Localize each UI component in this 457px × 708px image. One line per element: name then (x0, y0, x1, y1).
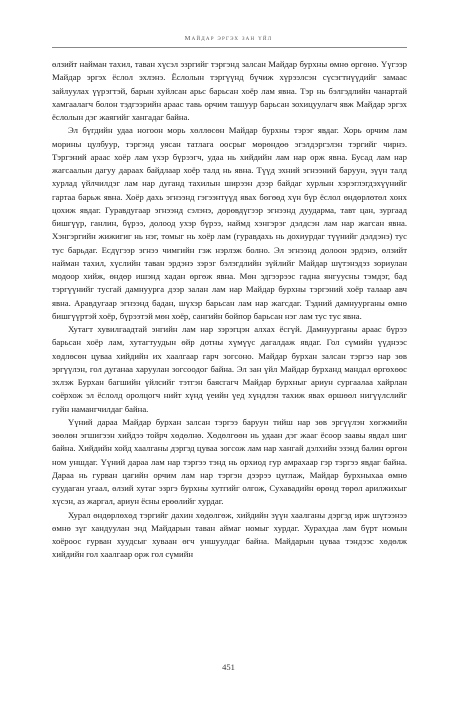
page-number: 451 (222, 662, 235, 672)
paragraph-5: Хурал өндөрлөхөд тэргийг дахин хөдөлгөж, хийдийн зүүн хаалганы дэргэд ирж шүтээнээ өмнө зүг хандуулан энд Майдарын таван аймаг номыг хурдаг. Хурахдаа лам бүрт номын хоёроос гурван хуудсыг хуваан өгч уншуулдаг байна. Майдарын цуваа тэндээс хөдөлж хийдийн гол хаалгаар орж гол сүмийн (52, 509, 407, 560)
paragraph-2: Эл бүгдийн удаа ногоон морь хөллөсөн Майдар бурхны тэрэг явдаг. Хорь орчим лам морины цулбуур, тэргэнд уясан татлага оосрыг мөрөндөө эгэлдэргэлэн тэргийг чирнэ. Тэргэний араас хоёр лам үхэр бүрээгч, удаа нь хийдийн лам нар орж явна. Бусад лам нар жагсаалын дагуу дараах байдлаар хоёр талд нь явна. Түүд эхний эгнээний баруун, зүүн талд хурлад үйлчилдэг лам нар дуганд тахилын ширээн дээр байдаг хурлын хэрэглэгдэхүүнийг гартаа барьж явна. Хоёр дахь эгнээнд гэгээнтүүд явах бөгөөд хүн бүр ёслол өндөрлөтөл хонх цохиж явдаг. Гуравдугаар эгнээнд сэлэнэ, дөрөвдүгээр эгнээнд дуударма, тавт цан, зургаад бишгүүр, ганлин, бүрээ, долоод ухэр бүрээ, наймд хэнгэрэг дэлдсэн лам нар жагсан явна. Хэнгэргийн жижигиг нь нэг, томыг нь хоёр лам (гуравдахь нь дохиурдаг түүнийг дэлдэнэ) тус тус барьдаг. Есдүгээр эгнээ чимгийн гэж нэрлэж болно. Эл эгнээнд долоон эрдэнэ, өлзийт найман тахил, хүслийн таван эрдэнэ зэрэг бэлэгдлийн зүйлийг Майдар шүтэнэдэз зориулан модоор хийж, өндөр ишэнд хадан өргөж явна. Мөн эдгээрээс гадна янгуусны тэмдэг, бад тэргүүнийг тусгай дамнуурга дээр залан лам нар Майдар бурхны тэргэний хоёр талаар авч явна. Аравдугаар эгнээнд бадан, шүхэр барьсан лам нар жагсдаг. Тэдний дамнуурганы өмнө бишгүүртэй хоёр, бүрээтэй мөн хоёр, сангийн бойпор барьсан нэг лам тус тус явна. (52, 125, 407, 321)
paragraph-4: Үүний дараа Майдар бурхан залсан тэргээ баруун тийш нар зөв эргүүлэн хөгжмийн зөөлөн эгшигээн хийдээ тойрч хөдөлнө. Хөдөлгөөн нь удаан дэг жааг ёсоор заавы явдал шиг байна. Хийдийн хойд хаалганы дэргэд цуваа зогсож лам нар хангай дэлхийн эзэнд балин өргөн ном уншдаг. Үүний дараа лам нар тэргээ тэнд нь орхиод гур амрахаар гэр тэргээ явдаг байна. Дараа нь гурван цагийн орчим лам нар тэргэн дээрээ цуглаж, Майдар бурхныхаа өмнө суудаган угаал, өлзий хутаг эзргэ бурхны хутгийг олгож, Сухавадийн өрөнд төрөл арилжихыг хүсэн, аз жаргал, ариун ёсны ерөөлийг хурдаг. (52, 416, 407, 507)
running-head: Майдар эргэх зан үйл (184, 35, 273, 42)
header-rule (52, 47, 407, 48)
paragraph-3: Хутагт хувилгаадтай энгийн лам нар зэрэгцэн алхах ёсгүй. Дамнуурганы араас бүрээ барьсан хоёр лам, хутагтуудын өйр дотны хүмүүс дагалдаж явдаг. Гол сүмийн үүднээс хөдлөсөн цуваа хийдийн их хаалгаар гарч зогсоно. Майдар бурхан залсан тэргээ нар зөв эргүүлэн, гол дуганаа харуулан зогсоодог байна. Эл зан үйл Майдар бурханд мандал өргөхөөс эхлэж Бурхан багшийн үйлсийг тэтгэн баясгагч Майдар бурхныг ариун сургаалаа хайрлан соёрхож эл ёслолд оролцогч нийт хүнд үеийн үед хүндлэн тахиж явах өршөөл нигүүлслийг гуйн намангчилдаг байна. (52, 324, 407, 414)
paragraph-1: өлзийт найман тахил, таван хүсэл эзргийг тэргэнд залсан Майдар бурхны өмнө өргөнө. Үүгээр Майдар эргэх ёслол эхлэнэ. Ёслолын тэргүүнд бүчиж хүрээлсэн сүсэгтнүүдийг замаас зайлуулах үүрэгтэй, барын хуйлсан арьс барьсан хоёр лам явна. Тэр нь бэлгэдлийн чанартай хамгаалагч болон тэдгээрийн араас тавь орчим ташуур барьсан зохицуулагч явж Майдар эргэх ёслолын дэг жаягийг хангадаг байна. (52, 59, 407, 122)
body-text (52, 58, 407, 562)
